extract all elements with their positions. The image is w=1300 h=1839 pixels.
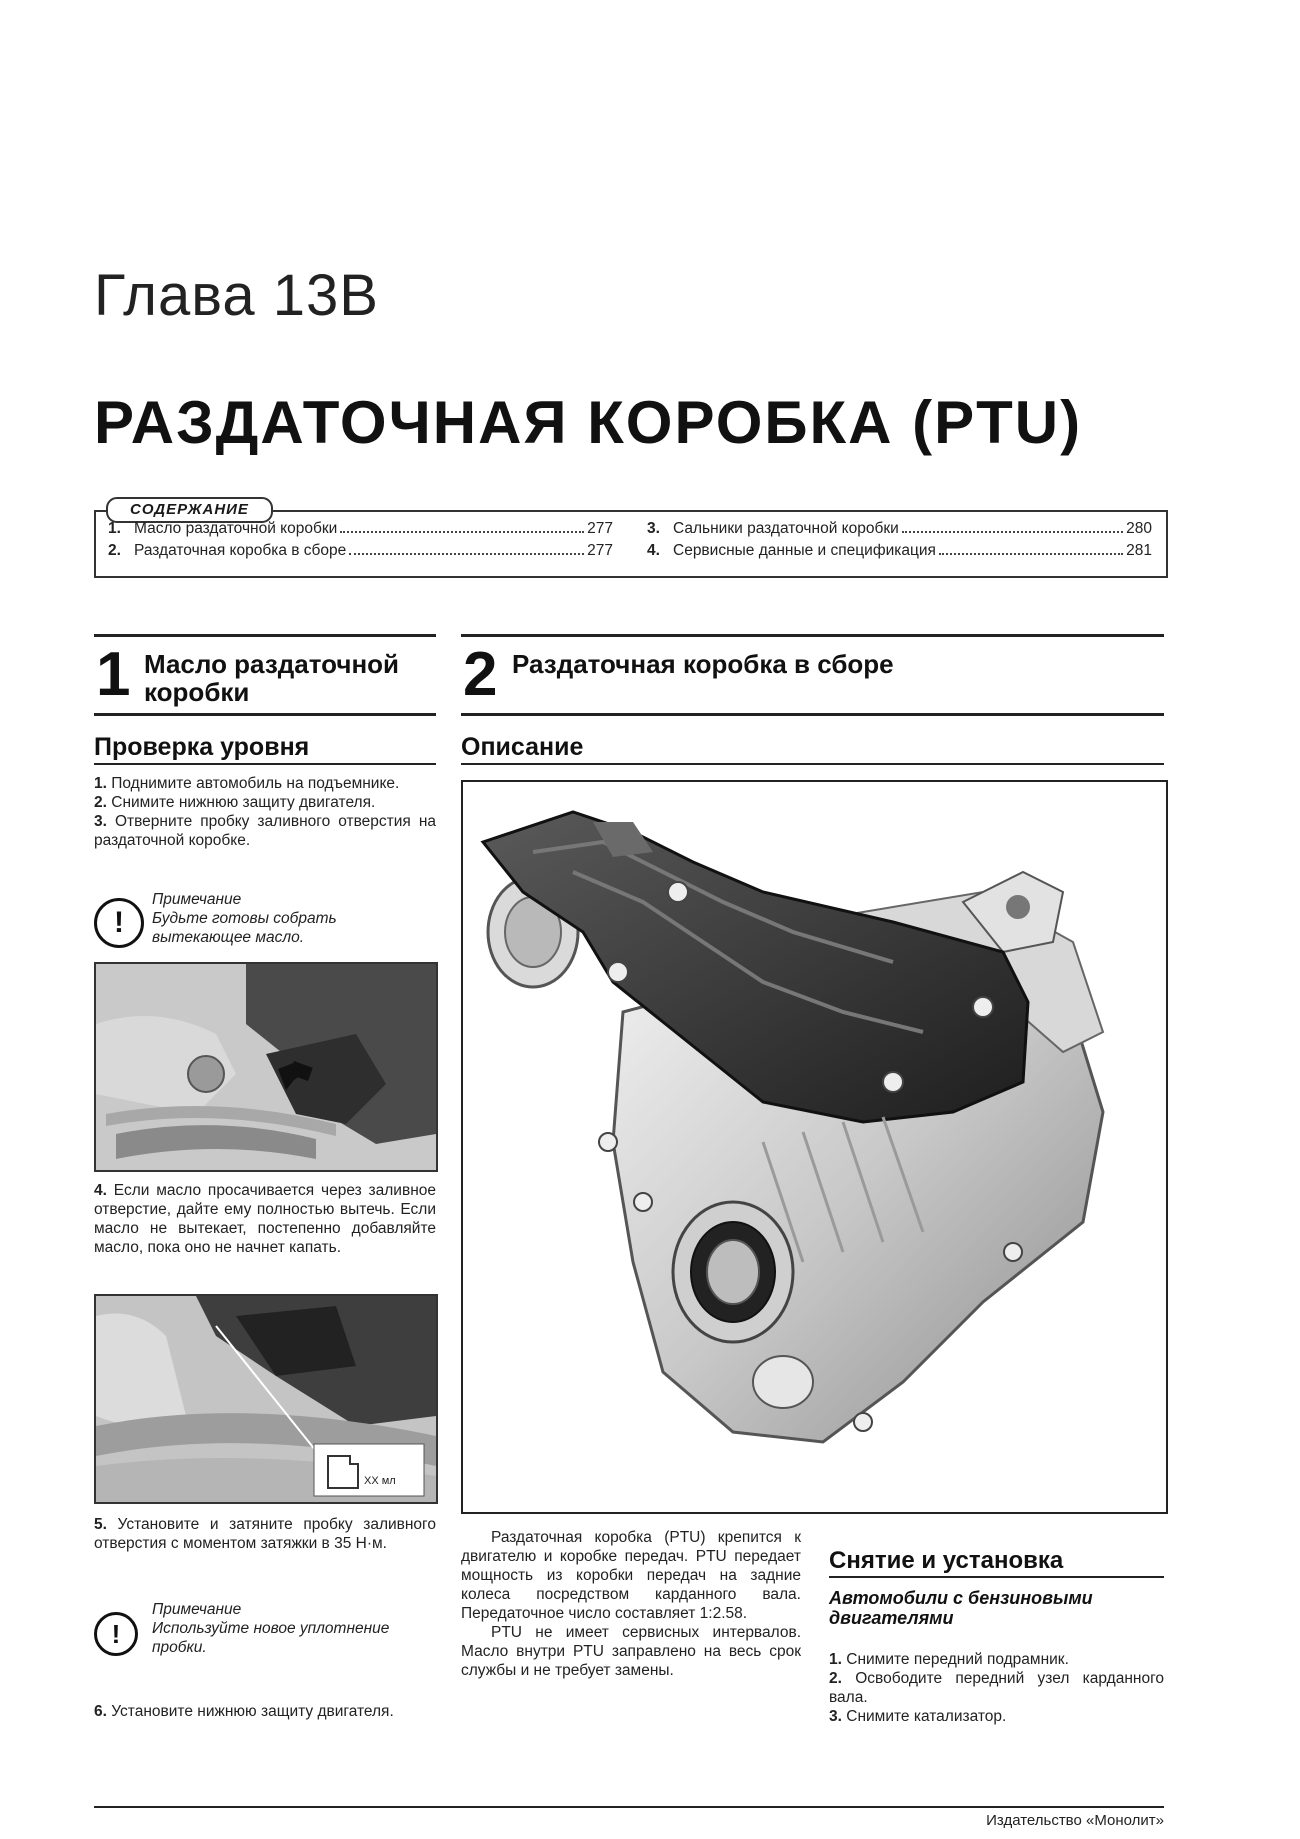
section-2-subheading: Описание (461, 733, 584, 761)
subheading-rule (94, 763, 436, 765)
toc-leader-dots (340, 531, 584, 533)
toc-leader-dots (349, 553, 584, 555)
section-1-steps (94, 774, 436, 850)
section-2-title: Раздаточная коробка в сборе (512, 649, 894, 679)
subheading-rule (461, 763, 1164, 765)
step-item (829, 1707, 1164, 1726)
photo-oil-volume-label: XX мл (364, 1475, 396, 1487)
step-number: 3. (829, 1708, 842, 1725)
step-5 (94, 1515, 436, 1553)
toc-item-number: 2. (108, 542, 121, 559)
toc-item[interactable] (647, 520, 1152, 542)
section-2-bottom-rule (461, 713, 1164, 716)
description-paragraph-1: Раздаточная коробка (PTU) крепится к двигателю и коробке передач. PTU передает мощность из коробки передач на задние колеса посредством карданного вала. Передаточное число составляет 1:2.58. (461, 1529, 801, 1622)
publisher: Издательство «Монолит» (986, 1812, 1164, 1829)
chapter-label: Глава 13В (94, 263, 379, 328)
photo-oil-fill (94, 1294, 438, 1504)
toc-item[interactable] (108, 542, 613, 564)
step-6 (94, 1702, 436, 1721)
toc-heading: СОДЕРЖАНИЕ (106, 497, 273, 523)
section-1-number: 1 (96, 640, 131, 709)
toc-item-title: Сервисные данные и спецификация (673, 542, 936, 559)
step-number: 5. (94, 1516, 107, 1533)
toc-item-number: 4. (647, 542, 660, 559)
step-number: 4. (94, 1182, 107, 1199)
step-number: 1. (94, 775, 107, 792)
section-1-subheading: Проверка уровня (94, 733, 310, 761)
toc-item-number: 1. (108, 520, 121, 537)
step-4 (94, 1181, 436, 1257)
step-text: Снимите катализатор. (846, 1708, 1007, 1725)
step-number: 2. (94, 794, 107, 811)
step-text: Отверните пробку заливного отверстия на раздаточной коробке. (94, 813, 437, 849)
footer-rule (94, 1806, 1164, 1808)
step-number: 6. (94, 1703, 107, 1720)
note-text: Будьте готовы собрать вытекающее масло. (152, 910, 337, 946)
toc-item[interactable] (108, 520, 613, 542)
removal-subheading: Автомобили с бензиновыми двигателями (829, 1588, 1093, 1628)
description (461, 1528, 801, 1680)
toc-column-right (647, 520, 1152, 564)
toc-item-title: Раздаточная коробка в сборе (134, 542, 347, 559)
toc-item[interactable] (647, 542, 1152, 564)
section-1-title: Масло раздаточной коробки (144, 649, 400, 707)
toc-leader-dots (902, 531, 1123, 533)
step-text: Снимите передний подрамник. (846, 1651, 1069, 1668)
note-2 (152, 1600, 436, 1657)
step-item (94, 812, 436, 850)
section-1-top-rule (94, 634, 436, 637)
toc-item-page: 281 (1126, 542, 1152, 559)
section-2-number: 2 (463, 640, 498, 709)
toc-item-number: 3. (647, 520, 660, 537)
note-text: Используйте новое уплотнение пробки. (152, 1620, 390, 1656)
toc-leader-dots (939, 553, 1123, 555)
removal-steps (829, 1650, 1164, 1726)
toc-column-left (108, 520, 613, 564)
note-label: Примечание (152, 1601, 242, 1618)
warning-exclamation-icon: ! (94, 1612, 138, 1656)
warning-exclamation-icon: ! (94, 898, 144, 948)
step-text: Установите нижнюю защиту двигателя. (111, 1703, 394, 1720)
step-text: Установите и затяните пробку заливного отверстия с моментом затяжки в 35 Н·м. (94, 1516, 436, 1552)
step-text: Если масло просачивается через заливное отверстие, дайте ему полностью вытечь. Если масло не вытекает, постепенно добавляйте масло, пока оно не начнет капать. (94, 1182, 436, 1256)
toc-item-title: Сальники раздаточной коробки (673, 520, 899, 537)
toc-item-page: 277 (587, 542, 613, 559)
step-item (829, 1650, 1164, 1669)
step-number: 1. (829, 1651, 842, 1668)
step-text: Поднимите автомобиль на подъемнике. (111, 775, 400, 792)
section-2-top-rule (461, 634, 1164, 637)
step-item (94, 793, 436, 812)
step-item (94, 774, 436, 793)
step-item (829, 1669, 1164, 1707)
photo-filler-plug (94, 962, 438, 1172)
step-number: 2. (829, 1670, 842, 1687)
toc-item-page: 280 (1126, 520, 1152, 537)
photo-oil-fill-drawing (96, 1296, 436, 1502)
removal-heading-rule (829, 1576, 1164, 1578)
note-1 (152, 890, 436, 947)
step-text: Снимите нижнюю защиту двигателя. (111, 794, 376, 811)
ptu-illustration (461, 780, 1168, 1514)
removal-heading: Снятие и установка (829, 1547, 1064, 1574)
ptu-illustration-drawing (463, 782, 1166, 1512)
page-title: РАЗДАТОЧНАЯ КОРОБКА (PTU) (94, 389, 1083, 456)
step-number: 3. (94, 813, 107, 830)
toc-item-title: Масло раздаточной коробки (134, 520, 338, 537)
toc-item-page: 277 (587, 520, 613, 537)
section-1-bottom-rule (94, 713, 436, 716)
step-text: Освободите передний узел карданного вала. (829, 1670, 1164, 1706)
note-label: Примечание (152, 891, 242, 908)
photo-filler-plug-drawing (96, 964, 436, 1170)
description-paragraph-2: PTU не имеет сервисных интервалов. Масло внутри PTU заправлено на весь срок службы и не требует замены. (461, 1624, 801, 1679)
